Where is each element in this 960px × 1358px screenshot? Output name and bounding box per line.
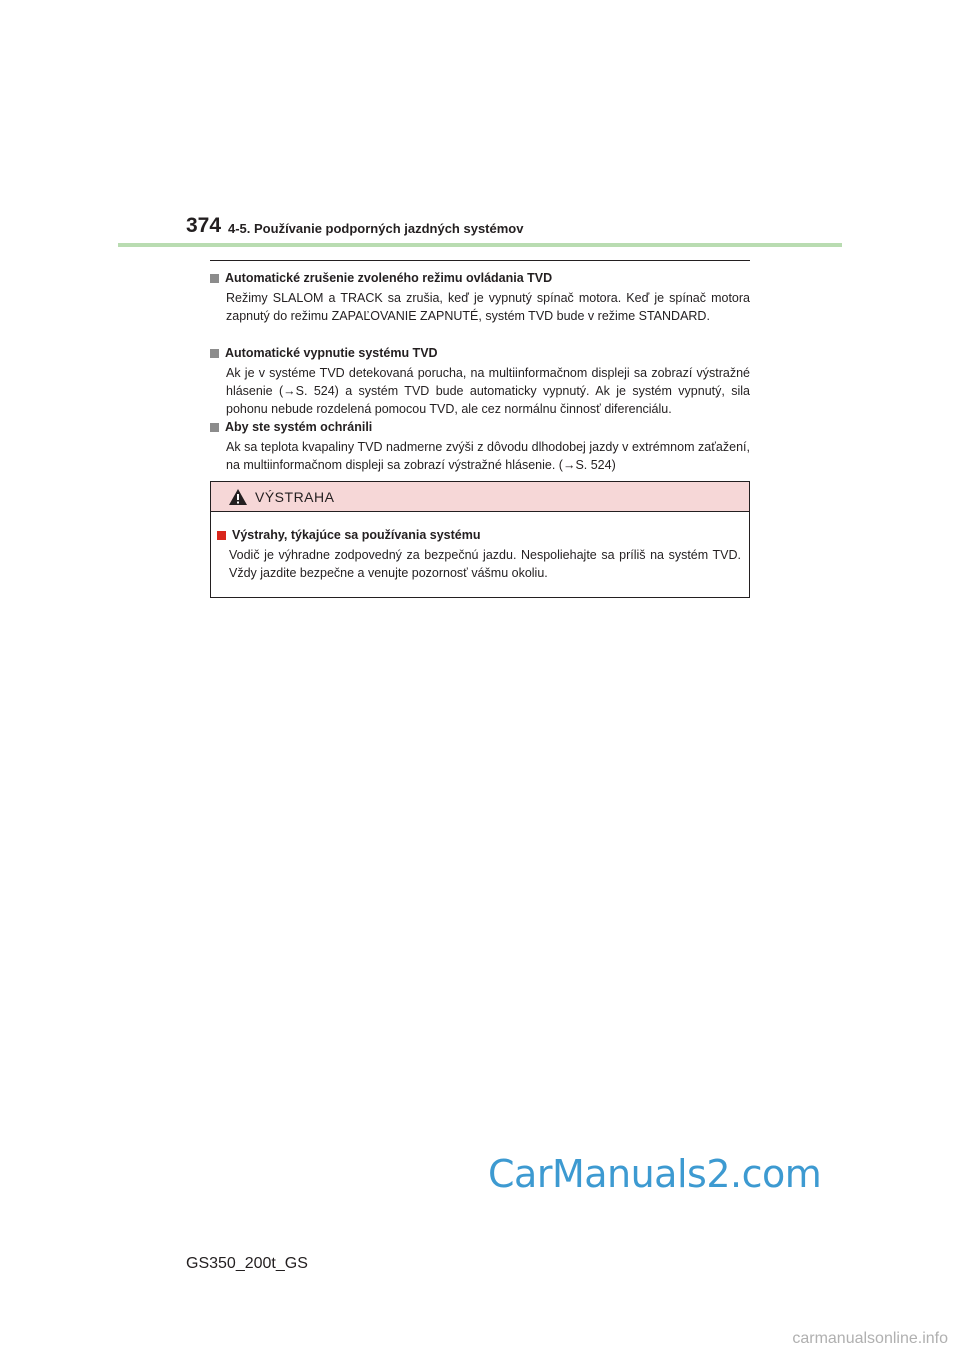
header-rule: [118, 243, 842, 247]
section-system-protection: [210, 419, 750, 474]
footer-model-code: GS350_200t_GS: [186, 1255, 308, 1272]
section-heading: [210, 345, 750, 361]
warning-body: Vodič je výhradne zodpovedný za bezpečnú jazdu. Nespoliehajte sa príliš na systém TVD. Vždy jazdite bezpečne a venujte pozornosť vášmu okoliu.: [229, 548, 741, 580]
section-heading: [210, 270, 750, 286]
page-number: 374: [186, 214, 222, 237]
warning-triangle-icon: [228, 488, 248, 506]
section-body: Ak sa teplota kvapaliny TVD nadmerne zvýši z dôvodu dlhodobej jazdy v extrémnom zaťažení, na multiinformačnom displeji sa zobrazí výstražné hlásenie. (→S. 524): [226, 440, 750, 472]
section-heading-text: Automatické zrušenie zvoleného režimu ovládania TVD: [225, 271, 553, 285]
section-tvd-auto-off: [210, 345, 750, 418]
watermark-footer: carmanualsonline.info: [792, 1330, 948, 1347]
red-square-bullet-icon: [217, 531, 226, 540]
section-heading: [210, 419, 750, 435]
watermark-logo: CarManuals2.com: [488, 1152, 822, 1196]
section-heading-text: Automatické vypnutie systému TVD: [225, 346, 438, 360]
gray-square-bullet-icon: [210, 274, 219, 283]
page-header: [186, 214, 842, 244]
content-top-rule: [210, 260, 750, 261]
section-heading-text: Aby ste systém ochránili: [225, 420, 373, 434]
warning-heading-text: Výstrahy, týkajúce sa používania systému: [232, 528, 481, 542]
section-tvd-mode-cancel: [210, 270, 750, 325]
section-title: 4-5. Používanie podporných jazdných systémov: [228, 221, 524, 236]
section-body: Ak je v systéme TVD detekovaná porucha, na multiinformačnom displeji sa zobrazí výstražné hlásenie (→S. 524) a systém TVD bude automaticky vypnutý. Ak je systém vypnutý, sila pohonu nebude rozdelená pomocou TVD, ale cez normálnu činnosť diferenciálu.: [226, 366, 750, 416]
gray-square-bullet-icon: [210, 349, 219, 358]
gray-square-bullet-icon: [210, 423, 219, 432]
warning-box: [210, 481, 750, 598]
warning-header: [211, 482, 749, 512]
warning-heading: [217, 528, 481, 542]
section-body: Režimy SLALOM a TRACK sa zrušia, keď je vypnutý spínač motora. Keď je spínač motora zapnutý do režimu ZAPAĽOVANIE ZAPNUTÉ, systém TVD bude v režime STANDARD.: [226, 291, 750, 323]
warning-title: VÝSTRAHA: [255, 489, 335, 505]
